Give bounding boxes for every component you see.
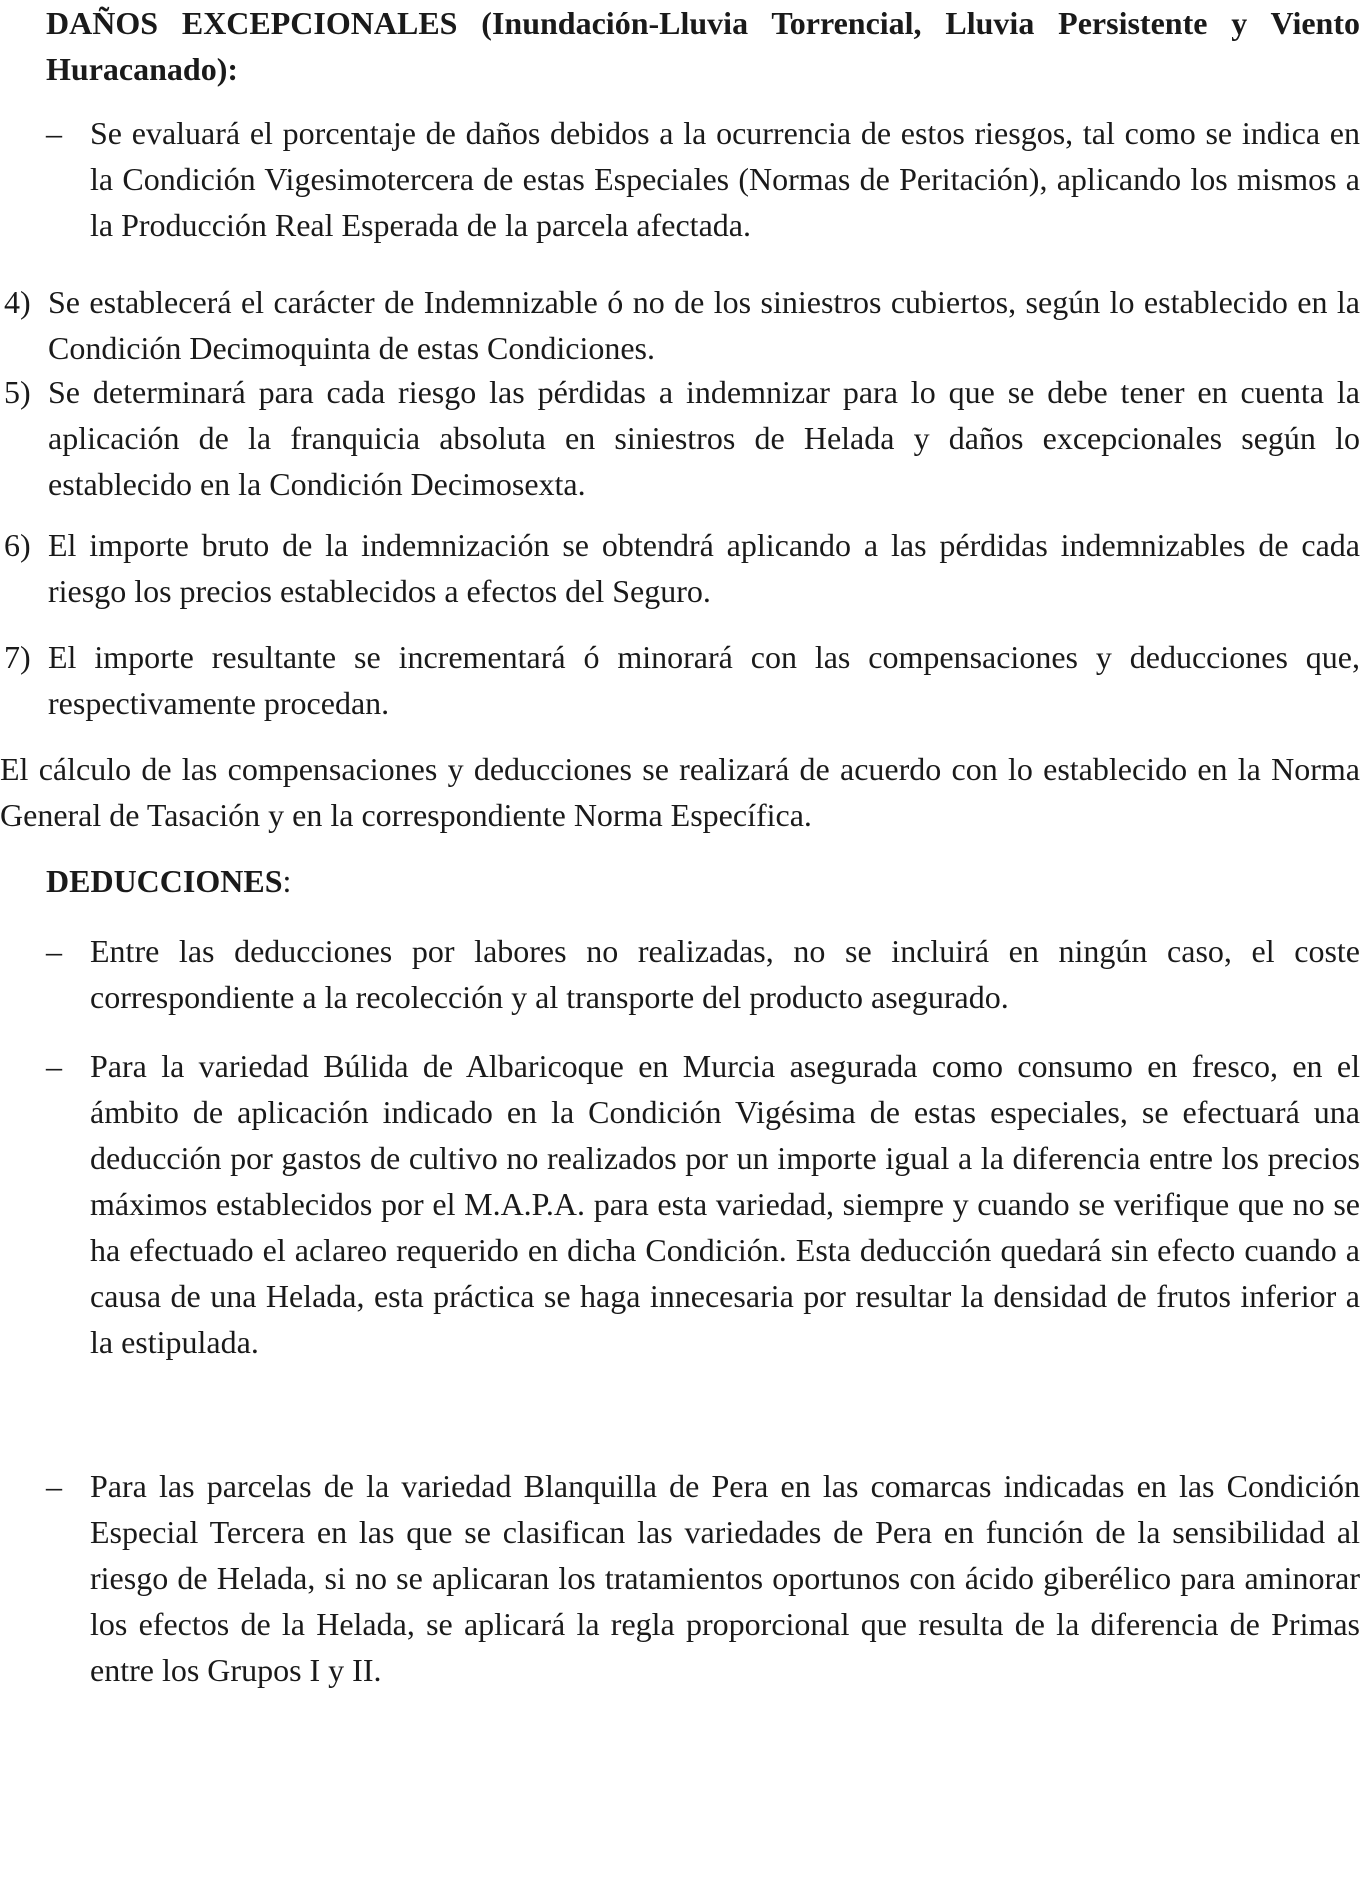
list-item (46, 928, 1360, 1020)
list-item-text: Se establecerá el carácter de Indemnizable ó no de los siniestros cubiertos, según lo establecido en la Condición Decimoquinta de estas Condiciones. (48, 284, 1360, 366)
list-item-text: Para las parcelas de la variedad Blanquilla de Pera en las comarcas indicadas en las Condición Especial Tercera en las que se clasifican las variedades de Pera en función de la sensibilidad al riesgo de Helada, si no se aplicaran los tratamientos oportunos con ácido giberélico para aminorar los efectos de la Helada, se aplicará la regla proporcional que resulta de la diferencia de Primas entre los Grupos I y II. (90, 1468, 1360, 1688)
section-heading-deducciones (46, 858, 1360, 904)
numbered-item-5 (4, 369, 1360, 507)
list-item-text: El importe bruto de la indemnización se obtendrá aplicando a las pérdidas indemnizables de cada riesgo los precios establecidos a efectos del Seguro. (48, 527, 1360, 609)
list-marker: – (46, 933, 62, 969)
list-item-text: Entre las deducciones por labores no realizadas, no se incluirá en ningún caso, el coste correspondiente a la recolección y al transporte del producto asegurado. (90, 933, 1360, 1015)
deducciones-heading-colon: : (282, 863, 292, 899)
list-item-text: Se evaluará el porcentaje de daños debidos a la ocurrencia de estos riesgos, tal como se indica en la Condición Vigesimotercera de estas Especiales (Normas de Peritación), aplicando los mismos a la Producción Real Esperada de la parcela afectada. (90, 115, 1360, 243)
list-marker: – (46, 115, 62, 151)
list-marker: – (46, 1468, 62, 1504)
list-item (46, 1463, 1360, 1693)
deducciones-heading-text: DEDUCCIONES (46, 863, 283, 899)
list-marker: 5) (4, 374, 31, 410)
list-item (46, 1043, 1360, 1365)
numbered-item-4 (4, 279, 1360, 371)
list-marker: 7) (4, 639, 31, 675)
section-heading-danos-excepcionales: DAÑOS EXCEPCIONALES (Inundación-Lluvia Torrencial, Lluvia Persistente y Viento Huracanado): (46, 5, 1360, 87)
list-marker: 4) (4, 284, 31, 320)
list-marker: – (46, 1048, 62, 1084)
list-item-text: Se determinará para cada riesgo las pérdidas a indemnizar para lo que se debe tener en cuenta la aplicación de la franquicia absoluta en siniestros de Helada y daños excepcionales según lo establecido en la Condición Decimosexta. (48, 374, 1360, 502)
numbered-item-6 (4, 522, 1360, 614)
numbered-item-7 (4, 634, 1360, 726)
list-item-text: Para la variedad Búlida de Albaricoque en Murcia asegurada como consumo en fresco, en el ámbito de aplicación indicado en la Condición Vigésima de estas especiales, se efectuará una deducción por gastos de cultivo no realizados por un importe igual a la diferencia entre los precios máximos establecidos por el M.A.P.A. para esta variedad, siempre y cuando se verifique que no se ha efectuado el aclareo requerido en dicha Condición. Esta deducción quedará sin efecto cuando a causa de una Helada, esta práctica se haga innecesaria por resultar la densidad de frutos inferior a la estipulada. (90, 1048, 1360, 1360)
list-item (46, 110, 1360, 248)
calculo-paragraph: El cálculo de las compensaciones y deducciones se realizará de acuerdo con lo establecido en la Norma General de Tasación y en la correspondiente Norma Específica. (0, 751, 1360, 833)
list-marker: 6) (4, 527, 31, 563)
list-item-text: El importe resultante se incrementará ó minorará con las compensaciones y deducciones que, respectivamente procedan. (48, 639, 1360, 721)
